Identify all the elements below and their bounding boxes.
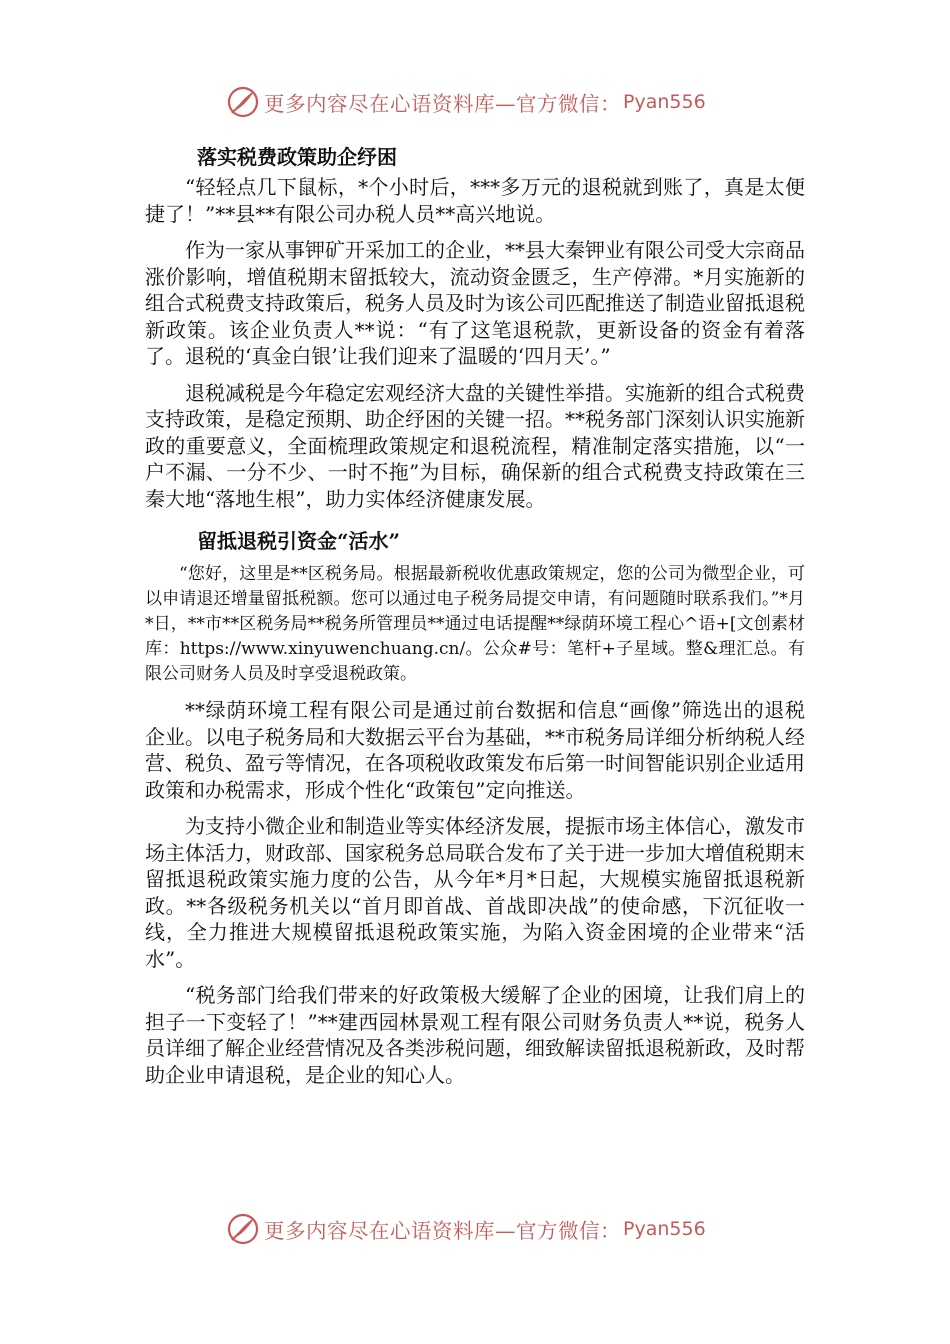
paragraph-6: 为支持小微企业和制造业等实体经济发展，提振市场主体信心，激发市场主体活力，财政部、国家税务总局联合发布了关于进一步加大增值税期末留抵退税政策实施力度的公告，从今年*月*日起，大规模实施留抵退税新政。**各级税务机关以“首月即首战、首战即决战”的使命感，下沉征收一线，全力推进大规模留抵退税政策实施，为陷入资金困境的企业带来“活水”。 <box>145 814 805 971</box>
paragraph-1: “轻轻点几下鼠标，*个小时后，***多万元的退税就到账了，真是太便捷了！”**县**有限公司办税人员**高兴地说。 <box>145 175 805 226</box>
paragraph-7: “税务部门给我们带来的好政策极大缓解了企业的困境，让我们肩上的担子一下变轻了！”**建西园林景观工程有限公司财务负责人**说，税务人员详细了解企业经营情况及各类涉税问题，细致解读留抵退税新政，及时帮助企业申请退税，是企业的知心人。 <box>145 983 805 1087</box>
banner-text: 更多内容尽在心语资料库—官方微信： <box>264 1219 621 1243</box>
feather-pen-logo-icon <box>226 85 260 119</box>
article-body <box>145 140 805 1088</box>
section-title-1: 落实税费政策助企纾困 <box>197 145 397 169</box>
banner-text: 更多内容尽在心语资料库—官方微信： <box>264 92 621 116</box>
header-banner <box>0 82 950 122</box>
paragraph-3: 退税减税是今年稳定宏观经济大盘的关键性举措。实施新的组合式税费支持政策，是稳定预期、助企纾困的关键一招。**税务部门深刻认识实施新政的重要意义，全面梳理政策规定和退税流程，精准制定落实措施，以“一户不漏、一分不少、一时不拖”为目标，确保新的组合式税费支持政策在三秦大地“落地生根”，助力实体经济健康发展。 <box>145 380 805 511</box>
section-title-2: 留抵退税引资金“活水” <box>197 529 401 553</box>
wechat-id: Pyan556 <box>623 1218 706 1240</box>
footer-banner <box>0 1209 950 1249</box>
feather-pen-logo-icon <box>226 1212 260 1246</box>
paragraph-5: **绿荫环境工程有限公司是通过前台数据和信息“画像”筛选出的退税企业。以电子税务局和大数据云平台为基础，**市税务局详细分析纳税人经营、税负、盈亏等情况，在各项税收政策发布后第一时间智能识别企业适用政策和办税需求，形成个性化“政策包”定向推送。 <box>145 698 805 802</box>
paragraph-2: 作为一家从事钾矿开采加工的企业，**县大秦钾业有限公司受大宗商品涨价影响，增值税期末留抵较大，流动资金匮乏，生产停滞。*月实施新的组合式税费支持政策后，税务人员及时为该公司匹配推送了制造业留抵退税新政策。该企业负责人**说：“有了这笔退税款，更新设备的资金有着落了。退税的‘真金白银’让我们迎来了温暖的‘四月天’。” <box>145 238 805 368</box>
paragraph-4: “您好，这里是**区税务局。根据最新税收优惠政策规定，您的公司为微型企业，可以申请退还增量留抵税额。您可以通过电子税务局提交申请，有问题随时联系我们。”*月*日，**市**区税务局**税务所管理员**通过电话提醒**绿荫环境工程心^语+[文创素材库：https://www.xinyuwenchuang.cn/。公众#号：笔杆+子星域。整&理汇总。有限公司财务人员及时享受退税政策。 <box>145 564 805 684</box>
wechat-id: Pyan556 <box>623 91 706 113</box>
